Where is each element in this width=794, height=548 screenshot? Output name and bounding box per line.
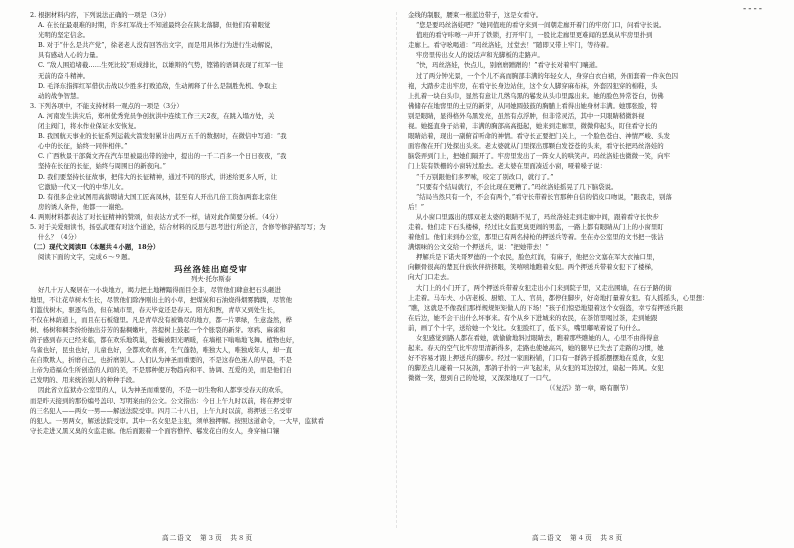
left-text-line: 它激励一代又一代的中华儿女。	[38, 182, 128, 191]
right-text-line: 走廊上。看守吆喝道：“玛丝洛娃，过堂去！”随即又带上牢门，等待着。	[408, 41, 613, 50]
right-text-line: 着他们。他们来到办公室，那里已有两名持枪的押送兵等着。坐在办公室里的文书把一张沾	[408, 233, 664, 242]
right-text-line: 上走着。马车夫、小店老板、厨娘、工人、官员，都停住脚步，好奇地打量着女犯。有人摇摇头，心里想：	[408, 293, 709, 302]
left-text-line: 3. 下列各项中，不能支持材料一观点的一项是（3分）	[30, 101, 183, 110]
right-text-line: 别是眼睛，显得格外乌黑发亮，虽然有点浮肿，但非常灵活，其中一只眼睛稍微斜视	[408, 111, 645, 120]
right-text-line: “快，玛丝洛娃，快点儿，别磨磨蹭蹭的！”看守长对着牢门嚷道。	[416, 61, 602, 70]
right-text-line: （《复活》第一章，略有删节）	[545, 384, 633, 393]
left-text-line: 无前的奋斗精神。	[38, 71, 90, 80]
left-text-line: 因此省立监狱办公室里的人，认为神圣而重要的，不是一切生物和人都享受春天的欢乐，	[38, 386, 288, 395]
right-text-line: “您是要玛丝洛娃吧？”她同值班的看守来到一间朝走廊开着门的牢房门口，问看守长说。	[416, 21, 666, 30]
left-text-line: 己发明的、用来统治别人的种种手段。	[30, 376, 139, 385]
right-text-line: 后！”	[408, 202, 425, 211]
page-3-column	[30, 10, 392, 520]
right-text-line: “千万别跟他们多罗嗦，咬定了别改口，就行了。”	[416, 172, 554, 181]
right-text-line: 微微一笑，想到自己的处境，又深深地叹了一口气。	[408, 374, 555, 383]
left-text-line: 2. 根据材料内容，下列说法正确的一项是（3分）	[30, 11, 171, 19]
left-text-line: A. 在长征最艰难的时期，许多红军战士不知道最终会在陕北落脚，但他们有着眼觉	[38, 21, 271, 30]
right-text-line: 值班的看守咔嚓一声开了铁锁，打开牢门，一股比走廊里更难闻的恶臭从牢房里扑到	[416, 31, 653, 40]
left-text-line: 的三名犯人——两女一男——解送法院受审。四月二十八日，上午九时以前，将押送三名受审	[30, 406, 293, 415]
left-text-line: 地里，不让花草树木生长，尽管他们除净刚出土的小草，把煤炭和石油烧得烟雾腾腾，尽管他	[30, 295, 293, 304]
left-text-line: C. “敌人围追堵截……生死比较”形成排比，以雄辩的气势，铿锵的语调表现了红军一往	[38, 61, 284, 70]
left-text-line: C. 广西秋景干部冀文齐在汽车里被最出带的途中，提出的一千二百多一个日日夜夜，“我	[38, 152, 287, 161]
left-text-line: 上帝为造福众生所创造的人间的美，不是那种使万物趋向和平、协调、互爱的美，而是他们自	[30, 366, 293, 375]
left-text-line: 5. 对于关爱细读书，扬弘武理有对这个道论，结合材料的反思与思考进行所论言，含修等修辞描写写；为	[30, 222, 326, 231]
left-text-line: 心中的长征，始终一同伴相伴。”	[38, 142, 128, 151]
corner-mark: ----	[743, 4, 764, 14]
right-text-line: 袍，大踏步走出牢房，在看守长身边站住，这个女人脚穿麻布袜，外套囚犯穿的棉鞋，头	[408, 81, 658, 90]
left-text-line: 具有感动人心的力量。	[38, 51, 102, 60]
left-text-line: 的犯人。一男两女，解送法院受审。其中一名女犯是主犯，须单独押解。按照这道命令，一大早，监狱看	[30, 416, 324, 425]
right-text-line: 牢房里传出女人的说话声和光脚板的走路声。	[416, 51, 544, 60]
right-text-line: 走着。他们走下石头楼梯，经过比女监更臭更闹的男监，一路上都有眼睛从门上的小窗里盯	[408, 222, 664, 231]
left-text-line: 坚持在长征的长征，始终与周围日的新夜向。”	[38, 162, 166, 171]
right-text-line: 的脚差点儿碰着一只灰鸽，那鸽子扑的一声飞起来，从女犯的耳边掠过，扇起一阵风。女犯	[408, 364, 664, 373]
right-text-line: 起来。春天的空气比牢房里清新得多，走路也使她高兴，她的腿早已失去了走路的习惯，她	[408, 344, 664, 353]
left-text-line: 房的诱人条件，他都一一谢绝。	[38, 202, 128, 211]
left-text-line: B. 我国航天事业的长征系列运载火箭发射累计出两万五千的数据时，在微信中写道：“我	[38, 132, 287, 141]
left-text-line: 好几十万人聚居在一小块地方，竭力把土地糟蹋得面目全非，尽管他们肆意把石头砸进	[38, 285, 281, 294]
left-text-line: D. 毛泽东指挥红军借伏击战以少胜多打败追敌，生动阐释了什么是制胜先机、争取主	[38, 81, 278, 90]
left-text-line: 鸽子感到春天已经来临，都在欢乐地筑巢，苍蝇被阳光晒暖，在墙根下嗡嗡地飞舞。植物也好，	[30, 336, 299, 344]
left-text-line: 阅读下面的文字，完成６～９题。	[38, 253, 134, 262]
right-text-line: “只要有个结局就行，不会比现在更糟了。”玛丝洛娃摇晃了几下脑袋说。	[416, 182, 618, 191]
right-text-line: 女犯感觉到路人都在看她，就偷偷地斜过眼睛去，瞧着那些瞧她的人，心里不由得得意	[416, 334, 659, 342]
left-text-line: D. 有很多企业试图用高薪聘请大国工匠高凤林，甚至有人开出几倍工资加两套北京住	[38, 192, 278, 201]
right-text-line: 佛储存在地窖里的土豆的新芽，从同她圆鼓鼓的胸脯上看得出她身材丰满。她那张脸，特	[408, 101, 658, 110]
left-text-line: 树、杨树和稠李纷纷抽出芬芳的黏稠嫩叶，菩提树上鼓起一个个胀裂的新芽。寒鸦、麻雀和	[30, 325, 286, 334]
page-3-footer: 高二语文 第３页 共８页	[162, 534, 254, 542]
right-text-line: 大门上的小门开了，两个押送兵带着女犯走出小门来到院子里，又走出围墙，在石子路的街	[416, 283, 672, 292]
left-text-line: D. 我们要坚持长征故事，把伟大的长征精神，通过不同的形式，讲述给更多人听，让	[38, 172, 278, 181]
right-text-line: 好不容易才跟上押送兵的脚步。经过一家面粉铺，门口有一群鸽子摇摇摆摆地在觅食，女犯	[408, 354, 664, 363]
left-text-line: 不仅在林荫道上，而且在石板缝里。凡是青草没有被锄尽的地方，都一片翠绿，生意盎然，桦	[30, 315, 293, 324]
left-text-line: 4. 两则材料都表达了对长征精神的赞颂，但表达方式不一样，请对此作简要分析。（4分）	[30, 212, 282, 221]
left-text-line: 守长走进又黑又臭的女监走廊。他后面跟着一个面容憔悴、鬈发花白的女人，身穿袖口镶	[30, 426, 280, 435]
right-text-line: 金线的制服，腰束一根蓝边带子，这是女看守。	[408, 11, 543, 19]
right-text-line: 门上装有铁栅的小窗转过脸去。老太婆在里面凑近小窗，哑着嗓子说：	[408, 162, 607, 171]
right-text-line: 视。她挺直身子站着，丰满的胸部高高挺起，她来到走廊里，微微仰起头，盯住看守长的	[408, 122, 658, 131]
left-text-line: 而是昨天接到的那份编号盖印、写明案由的公文。公文指出：今日上午九时以前，将在押受审	[30, 396, 293, 405]
right-text-line: 押解兵是下诺夫哥罗德的一个农民，脸色红润，有麻子，他把公文塞在军大衣袖口里，	[416, 253, 659, 262]
right-text-line: 在后边，她不会干出什么坏事来。有个从乡下进城来的农民，在茶馆里喝过茶，走到她跟	[408, 313, 658, 322]
left-text-line: 们滥伐树木，驱逐鸟兽，但在城市里，春天毕竟还是春天。阳光和煦，青草又到处生长，	[30, 305, 280, 314]
right-text-line: 面容像在开门处探出头来。老太婆就从门里探出那颗白发苍苍的头来，看守长把玛丝洛娃的	[408, 142, 664, 151]
left-text-line: B. 对于“什么是共产党”，徐老老人没有回答出文字，而是用具体行为进行生动解说，	[38, 41, 277, 50]
right-text-line: 过了两分钟光景，一个个儿不高而胸部丰满的年轻女人，身穿白衣白裙，外面套着一件灰色囚	[416, 71, 679, 80]
page-4-footer: 高二语文 第４页 共８页	[532, 534, 624, 542]
right-text-line: “结局当然只有一个，不会有两个，”看守长带着长官那种自信的俏皮口吻说，“跟我走，别落	[416, 192, 672, 201]
right-text-line: 向大门口走去。	[408, 273, 453, 282]
left-text-line: 闭主阀门，将水作业保证水安恢复。	[38, 122, 141, 131]
right-text-line: 前，画了个十字，送给她一个戈比。女犯脸红了，低下头，嘴里嘟哝着说了句什么。	[408, 323, 645, 332]
left-text-line: 鸟雀也好，昆虫也好，儿童也好，全都欢欢喜喜，生气蓬勃，唯独大人，唯独成年人，却一直	[30, 346, 293, 355]
right-text-line: 脑袋弄到门上，把她们隔开了。牢房里发出了一阵女人的哄笑声。玛丝洛娃也微微一笑，向牢	[408, 152, 671, 161]
left-text-line: 光明的坚定信念。	[38, 31, 90, 40]
right-text-line: 从小窗口里露出的那双老太婆的眼睛不见了，玛丝洛娃走到走廊中间，跟着看守长快步	[416, 212, 659, 221]
right-text-line: “瞧，这就是不像我们那样规规矩矩做人的下场！”孩子们惊恐地望着这个女强盗，幸亏有押送兵跟	[408, 303, 683, 312]
left-text-line: （二）现代文阅读Ⅱ（本题共４小题，18分）	[30, 243, 160, 252]
page-divider	[396, 12, 397, 528]
right-text-line: 向颧骨很高的楚瓦什族伙伴挤挤眼，笑嘻嘻地瞧着女犯。两个押送兵带着女犯下了楼梯，	[408, 263, 658, 272]
left-text-line: 动的战争智慧。	[38, 91, 83, 100]
right-text-line: 眼睛站着，现出一副俯首听命的神情。看守长正要把门关上，一个脸色苍白、神情严峻、头发	[408, 132, 671, 141]
left-text-line: A. 河南发生洪灾后，郑州优秀党员争创抗洪中连续工作三天2夜，在跳入塌方处，关	[38, 111, 275, 120]
page-4-column	[408, 10, 770, 520]
left-text-line: 在自欺欺人，折磨自己，也折磨别人。人们认为神圣而重要的，不是这春色迷人的早晨，不是	[30, 356, 293, 365]
left-text-line: 玛丝洛娃出庭受审	[174, 264, 248, 275]
right-text-line: 上扎着一块白头巾，显然有意让几绺乌黑的鬈发从头巾里露出来。她的脸色异常苍白，仿佛	[408, 91, 664, 100]
right-text-line: 满烟味的公文交给一个押送兵，说：“把她带去！”	[408, 243, 549, 252]
left-text-line: 什么？（4分）	[38, 233, 81, 242]
left-text-line: 列夫·托尔斯泰	[190, 275, 232, 284]
